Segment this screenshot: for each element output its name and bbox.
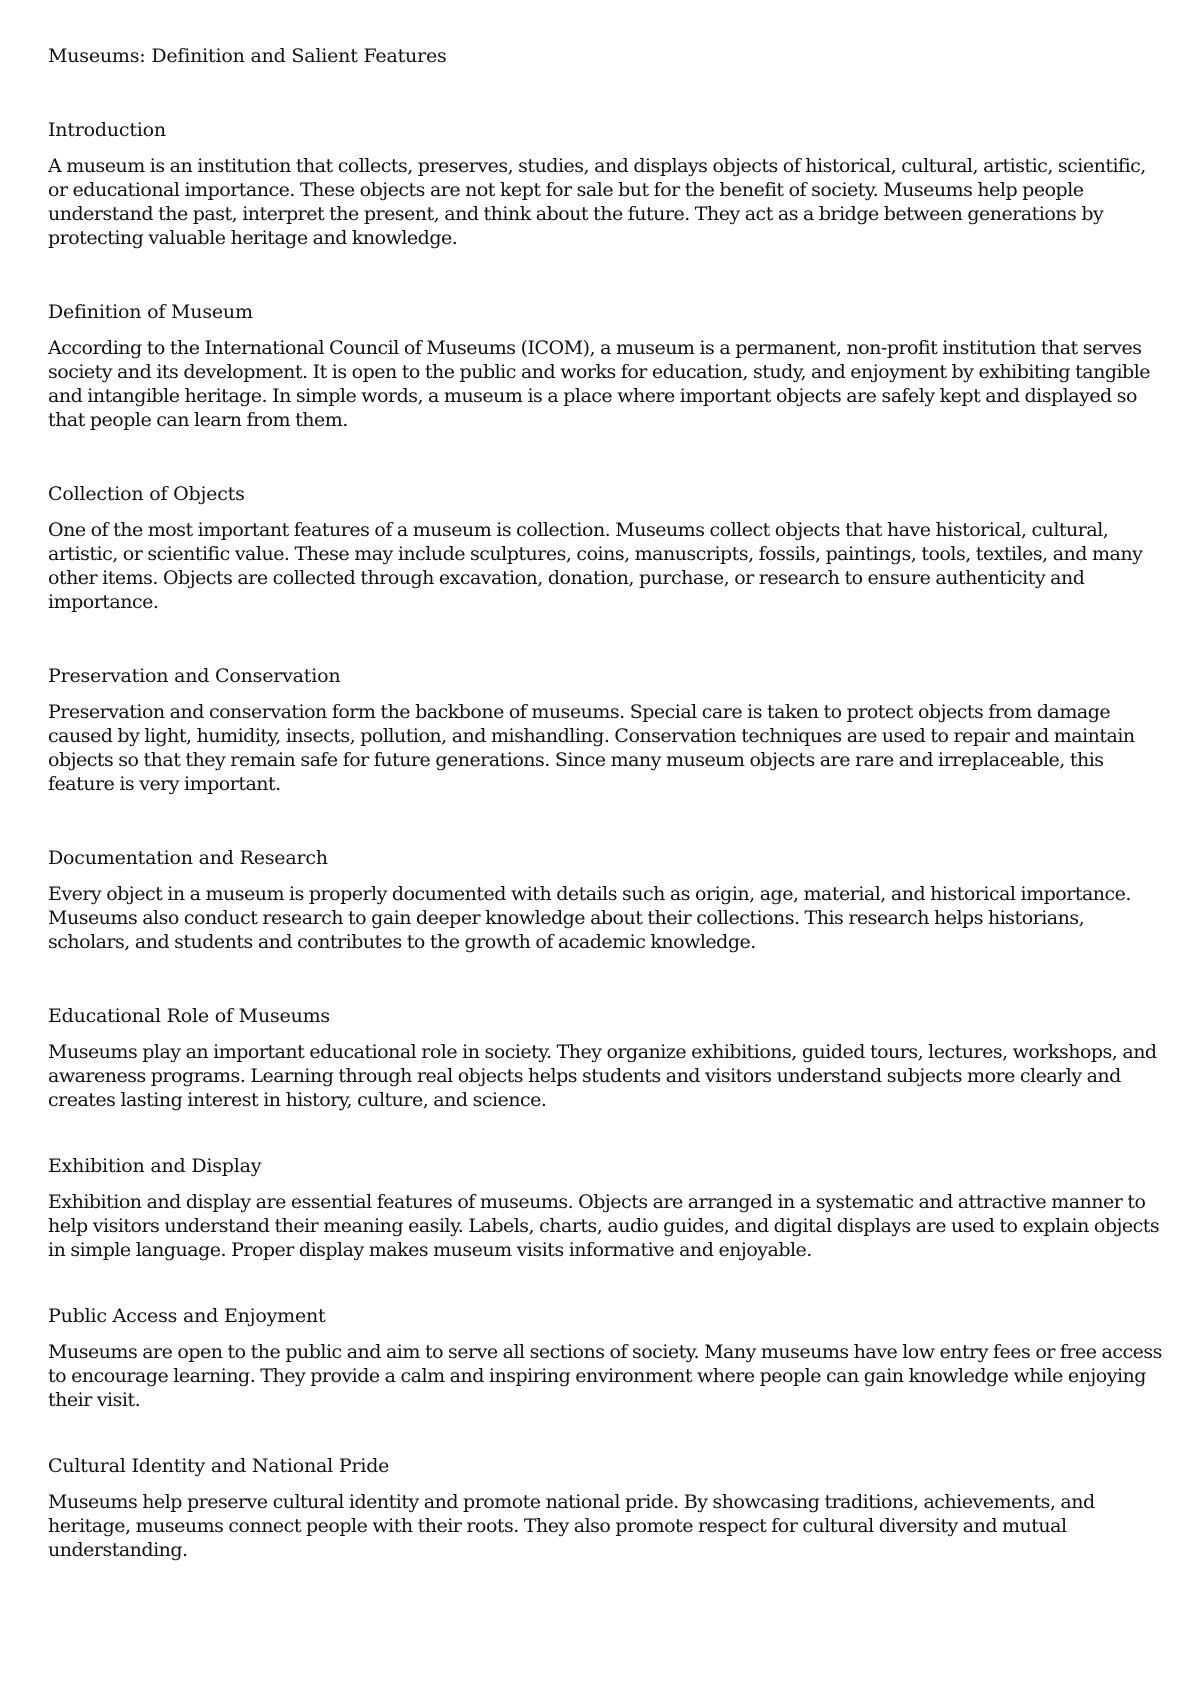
section-collection: [48, 482, 1168, 614]
section-heading: Definition of Museum: [48, 301, 253, 323]
section-definition: [48, 300, 1168, 432]
section-introduction: [48, 118, 1168, 250]
section-exhibition: [48, 1154, 1168, 1262]
section-documentation: [48, 846, 1168, 954]
section-heading: Cultural Identity and National Pride: [48, 1455, 390, 1477]
section-heading: Public Access and Enjoyment: [48, 1305, 326, 1327]
section-heading: Introduction: [48, 119, 166, 141]
section-body: One of the most important features of a museum is collection. Museums collect objects that have historical, cultural, artistic, or scientific value. These may include sculptures, coins, manuscripts, fossils, paintings, tools, textiles, and many other items. Objects are collected through excavation, donation, purchase, or research to ensure authenticity and importance.: [48, 519, 1143, 613]
section-heading: Collection of Objects: [48, 483, 245, 505]
section-heading: Exhibition and Display: [48, 1155, 262, 1177]
section-public-access: [48, 1304, 1168, 1412]
document-title: Museums: Definition and Salient Features: [48, 45, 447, 67]
document-page: [48, 44, 1168, 1562]
section-body: A museum is an institution that collects, preserves, studies, and displays objects of historical, cultural, artistic, scientific, or educational importance. These objects are not kept for sale but for the benefit of society. Museums help people understand the past, interpret the present, and think about the future. They act as a bridge between generations by protecting valuable heritage and knowledge.: [48, 155, 1146, 249]
section-body: Exhibition and display are essential features of museums. Objects are arranged in a systematic and attractive manner to help visitors understand their meaning easily. Labels, charts, audio guides, and digital displays are used to explain objects in simple language. Proper display makes museum visits informative and enjoyable.: [48, 1191, 1160, 1261]
section-body: Preservation and conservation form the backbone of museums. Special care is taken to protect objects from damage caused by light, humidity, insects, pollution, and mishandling. Conservation techniques are used to repair and maintain objects so that they remain safe for future generations. Since many museum objects are rare and irreplaceable, this feature is very important.: [48, 701, 1135, 795]
section-heading: Educational Role of Museums: [48, 1005, 330, 1027]
section-body: Museums help preserve cultural identity and promote national pride. By showcasing traditions, achievements, and heritage, museums connect people with their roots. They also promote respect for cultural diversity and mutual understanding.: [48, 1491, 1095, 1561]
section-body: According to the International Council of Museums (ICOM), a museum is a permanent, non-profit institution that serves society and its development. It is open to the public and works for education, study, and enjoyment by exhibiting tangible and intangible heritage. In simple words, a museum is a place where important objects are safely kept and displayed so that people can learn from them.: [48, 337, 1151, 431]
section-heading: Preservation and Conservation: [48, 665, 341, 687]
section-educational-role: [48, 1004, 1168, 1112]
section-body: Museums play an important educational role in society. They organize exhibitions, guided tours, lectures, workshops, and awareness programs. Learning through real objects helps students and visitors understand subjects more clearly and creates lasting interest in history, culture, and science.: [48, 1041, 1157, 1111]
section-body: Every object in a museum is properly documented with details such as origin, age, material, and historical importance. Museums also conduct research to gain deeper knowledge about their collections. This research helps historians, scholars, and students and contributes to the growth of academic knowledge.: [48, 883, 1131, 953]
section-cultural-identity: [48, 1454, 1168, 1562]
section-body: Museums are open to the public and aim to serve all sections of society. Many museums have low entry fees or free access to encourage learning. They provide a calm and inspiring environment where people can gain knowledge while enjoying their visit.: [48, 1341, 1162, 1411]
section-preservation: [48, 664, 1168, 796]
section-heading: Documentation and Research: [48, 847, 328, 869]
